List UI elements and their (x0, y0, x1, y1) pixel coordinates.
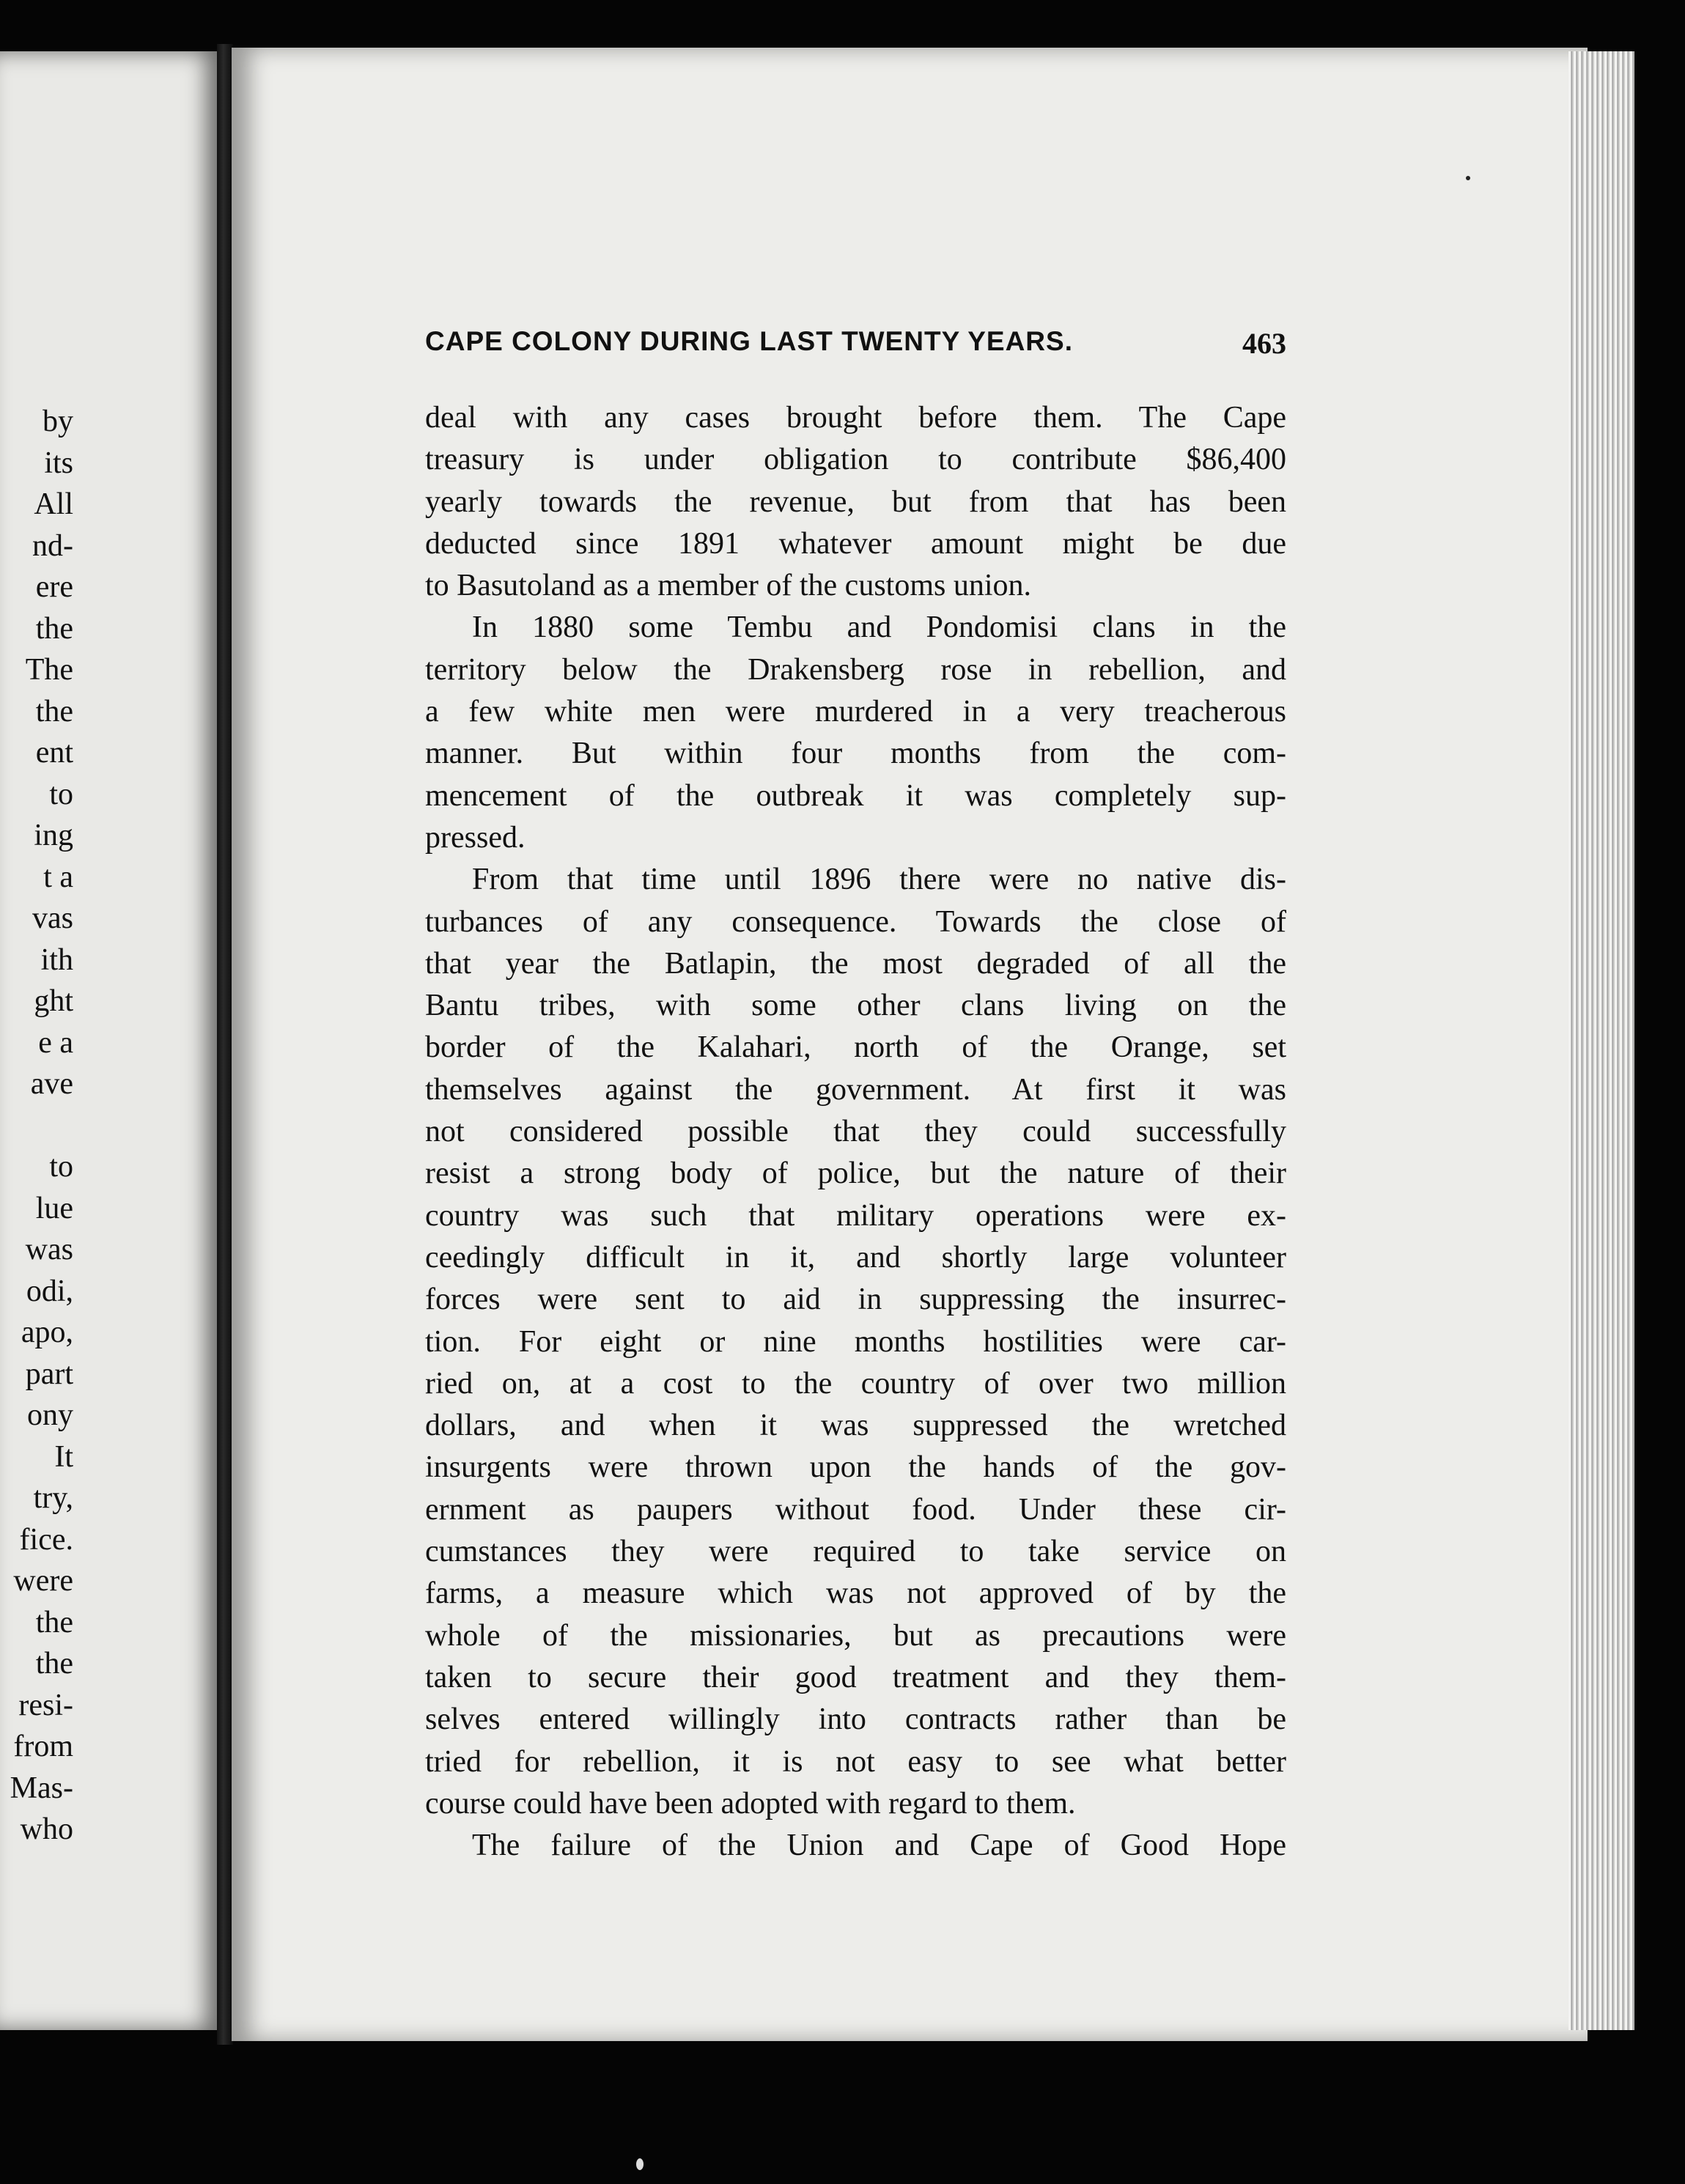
left-fragment-line: by (43, 405, 73, 438)
left-fragment-line: resi- (18, 1688, 73, 1722)
text-line: deducted since 1891 whatever amount might be due (425, 526, 1286, 561)
left-fragment-line: ing (34, 819, 73, 852)
left-fragment-line: vas (32, 901, 73, 935)
left-fragment-line: part (25, 1357, 73, 1391)
left-fragment-line: the (35, 694, 73, 728)
left-fragment-line: to (49, 1150, 73, 1184)
page-edges (1568, 51, 1634, 2030)
left-fragment-line: Mas- (10, 1771, 73, 1805)
text-line: tion. For eight or nine months hostilities were car- (425, 1324, 1286, 1359)
text-line: course could have been adopted with regard to them. (425, 1786, 1076, 1820)
text-line: manner. But within four months from the com- (425, 737, 1286, 771)
left-fragment-line: the (35, 1647, 73, 1681)
left-fragment-line: the (35, 611, 73, 646)
text-line: to Basutoland as a member of the customs union. (425, 569, 1032, 603)
text-line: yearly towards the revenue, but from that has been (425, 484, 1286, 519)
text-line: border of the Kalahari, north of the Orange, set (425, 1030, 1286, 1065)
left-fragment-line: e a (38, 1025, 73, 1060)
left-fragment-line: The (25, 653, 73, 687)
text-line: tried for rebellion, it is not easy to see what better (425, 1744, 1286, 1779)
speck (1466, 176, 1470, 180)
speck (636, 2158, 644, 2170)
left-fragment-line: nd- (32, 528, 73, 563)
book-gutter (217, 44, 233, 2045)
left-fragment-line: try, (33, 1481, 73, 1515)
left-fragment-line: ony (27, 1398, 73, 1432)
text-line: themselves against the government. At first it was (425, 1072, 1286, 1107)
text-line: resist a strong body of police, but the nature of their (425, 1156, 1286, 1191)
left-fragment-line: were (13, 1564, 73, 1598)
running-head-title: CAPE COLONY DURING LAST TWENTY YEARS. (425, 326, 1073, 356)
left-fragment-line: ith (40, 942, 73, 977)
text-line: Bantu tribes, with some other clans living on the (425, 989, 1286, 1023)
text-line: treasury is under obligation to contribute $86,400 (425, 443, 1286, 477)
text-line: ried on, at a cost to the country of over two million (425, 1366, 1286, 1401)
text-line: territory below the Drakensberg rose in rebellion, and (425, 652, 1286, 687)
text-line: whole of the missionaries, but as precautions were (425, 1618, 1286, 1653)
text-line: deal with any cases brought before them. The Cape (425, 401, 1286, 435)
left-fragment-line: lue (35, 1191, 73, 1225)
left-fragment-line (0, 1105, 73, 1147)
text-line: pressed. (425, 820, 526, 855)
left-fragment-line: the (35, 1605, 73, 1639)
left-fragment-line: odi, (26, 1274, 73, 1308)
text-line: ernment as paupers without food. Under these cir- (425, 1492, 1286, 1527)
left-fragment-line: was (25, 1233, 73, 1266)
running-head (425, 326, 1286, 370)
text-line: country was such that military operations were ex- (425, 1198, 1286, 1233)
left-fragment-line: its (44, 446, 73, 480)
text-line: The failure of the Union and Cape of Good Hope (472, 1829, 1286, 1863)
left-fragment-line: All (34, 487, 73, 521)
left-fragment-line: fice. (19, 1522, 73, 1557)
left-fragment-line: It (54, 1439, 73, 1474)
left-page-text-fragment (0, 401, 73, 1851)
text-line: forces were sent to aid in suppressing the insurrec- (425, 1283, 1286, 1317)
text-line: selves entered willingly into contracts rather than be (425, 1702, 1286, 1737)
text-line: turbances of any consequence. Towards the close of (425, 904, 1286, 939)
text-line: farms, a measure which was not approved of by the (425, 1576, 1286, 1611)
left-fragment-line: who (20, 1812, 73, 1846)
left-fragment-line: ent (35, 736, 73, 770)
text-line: insurgents were thrown upon the hands of the gov- (425, 1450, 1286, 1485)
text-line: a few white men were murdered in a very treacherous (425, 695, 1286, 729)
text-line: that year the Batlapin, the most degraded of all the (425, 946, 1286, 981)
text-line: dollars, and when it was suppressed the wretched (425, 1409, 1286, 1443)
text-line: taken to secure their good treatment and they them- (425, 1660, 1286, 1694)
text-line: not considered possible that they could successfully (425, 1115, 1286, 1149)
text-line: ceedingly difficult in it, and shortly large volunteer (425, 1240, 1286, 1274)
text-line: From that time until 1896 there were no native dis- (472, 863, 1286, 897)
left-fragment-line: t a (43, 860, 73, 894)
left-fragment-line: apo, (21, 1316, 73, 1349)
text-line: mencement of the outbreak it was completely sup- (425, 778, 1286, 813)
page-number: 463 (1242, 327, 1286, 360)
left-fragment-line: ght (34, 984, 73, 1018)
body-text (425, 397, 1286, 1867)
left-fragment-line: ave (30, 1067, 73, 1101)
left-fragment-line: to (49, 777, 73, 811)
left-fragment-line: ere (35, 570, 73, 604)
left-fragment-line: from (13, 1730, 73, 1763)
text-line: In 1880 some Tembu and Pondomisi clans in the (472, 610, 1286, 645)
text-line: cumstances they were required to take service on (425, 1535, 1286, 1569)
